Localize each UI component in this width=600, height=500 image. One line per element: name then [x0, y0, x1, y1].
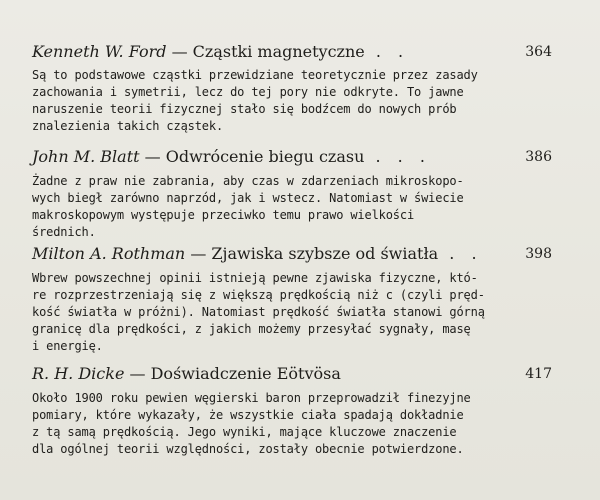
- entry-heading: [32, 242, 552, 266]
- entry-abstract: [32, 390, 512, 458]
- article-title: — Zjawiska szybsze od światła: [190, 244, 439, 263]
- author-name: R. H. Dicke: [32, 364, 125, 383]
- entry-abstract: [32, 67, 512, 135]
- leader-dots: . .: [375, 42, 410, 61]
- abstract-line: średnich.: [32, 225, 96, 239]
- toc-entry-ford: [32, 40, 552, 135]
- entry-abstract: [32, 173, 512, 241]
- abstract-line: kość światła w próżni). Natomiast prędkość światła stanowi górną: [32, 305, 485, 319]
- page-number: 386: [525, 149, 552, 165]
- abstract-line: wych biegł zarówno naprzód, jak i wstecz. Natomiast w świecie: [32, 191, 464, 205]
- abstract-line: granicę dla prędkości, z jakich możemy przesyłać sygnały, masę: [32, 322, 471, 336]
- entry-heading: [32, 40, 552, 64]
- article-title: — Odwrócenie biegu czasu: [144, 147, 365, 166]
- abstract-line: Są to podstawowe cząstki przewidziane teoretycznie przez zasady: [32, 68, 478, 82]
- leader-dots: . .: [449, 244, 483, 263]
- abstract-line: i energię.: [32, 339, 103, 353]
- entry-heading: [32, 362, 552, 386]
- article-title: — Doświadczenie Eötvösa: [129, 364, 341, 383]
- toc-entry-blatt: [32, 145, 552, 241]
- abstract-line: znalezienia takich cząstek.: [32, 119, 224, 133]
- entry-abstract: [32, 270, 512, 355]
- abstract-line: dla ogólnej teorii względności, zostały obecnie potwierdzone.: [32, 442, 464, 456]
- article-title: — Cząstki magnetyczne: [171, 42, 365, 61]
- page-number: 364: [525, 44, 552, 60]
- abstract-line: makroskopowym występuje przeciwko temu prawo wielkości: [32, 208, 415, 222]
- abstract-line: re rozprzestrzeniają się z większą prędkością niż c (czyli pręd-: [32, 288, 485, 302]
- page-number: 417: [525, 366, 552, 382]
- toc-entry-dicke: [32, 362, 552, 458]
- abstract-line: pomiary, które wykazały, że wszystkie ciała spadają dokładnie: [32, 408, 464, 422]
- author-name: John M. Blatt: [32, 147, 140, 166]
- page-number: 398: [525, 246, 552, 262]
- abstract-line: naruszenie teorii fizycznej stało się bodźcem do nowych prób: [32, 102, 457, 116]
- abstract-line: zachowania i symetrii, lecz do tej pory nie odkryte. To jawne: [32, 85, 464, 99]
- abstract-line: Żadne z praw nie zabrania, aby czas w zdarzeniach mikroskopo-: [32, 174, 464, 188]
- abstract-line: Wbrew powszechnej opinii istnieją pewne zjawiska fizyczne, któ-: [32, 271, 478, 285]
- author-name: Milton A. Rothman: [32, 244, 186, 263]
- author-name: Kenneth W. Ford: [32, 42, 167, 61]
- leader-dots: . . .: [375, 147, 431, 166]
- entry-heading: [32, 145, 552, 169]
- toc-entry-rothman: [32, 242, 552, 355]
- abstract-line: z tą samą prędkością. Jego wyniki, mające kluczowe znaczenie: [32, 425, 457, 439]
- abstract-line: Około 1900 roku pewien węgierski baron przeprowadził finezyjne: [32, 391, 471, 405]
